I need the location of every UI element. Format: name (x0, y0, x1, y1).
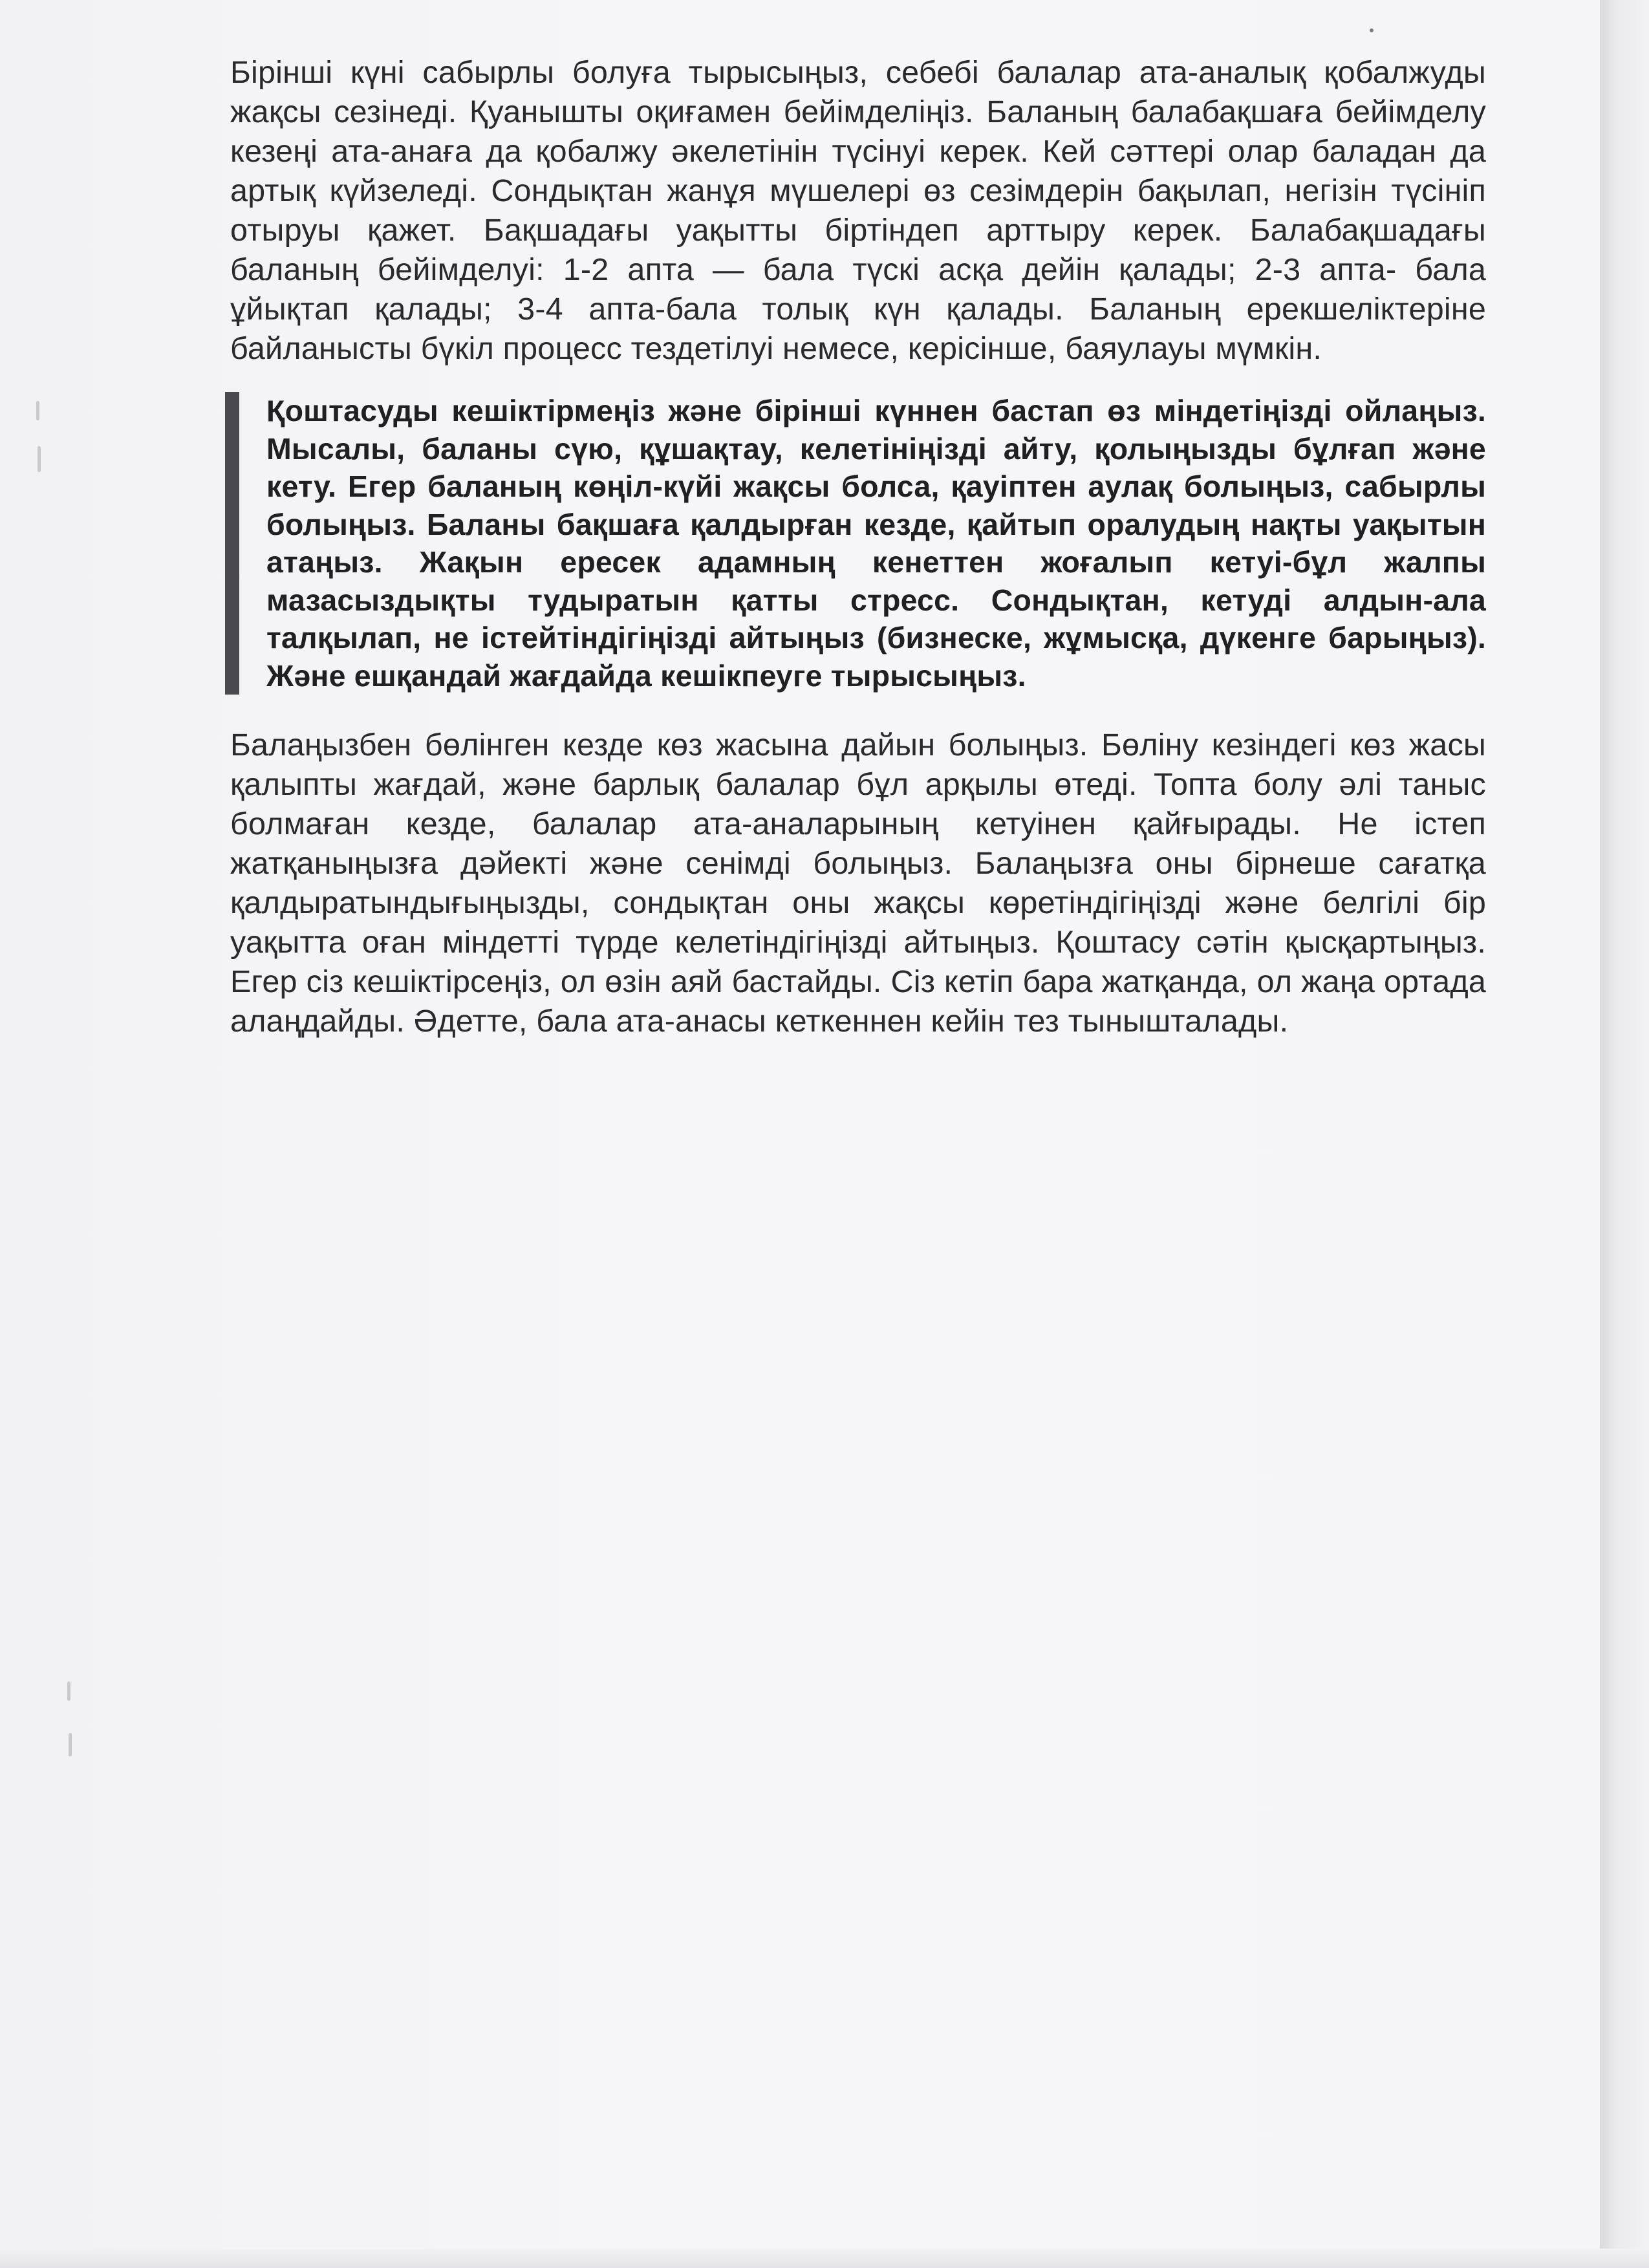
closing-paragraph: Балаңызбен бөлінген кезде көз жасына дайын болыңыз. Бөліну кезіндегі көз жасы қалыпты жағдай, және барлық балалар бұл арқылы өтеді. Топта болу әлі таныс болмаған кезде, балалар ата-аналарының кетуінен қайғырады. Не істеп жатқаныңызға дәйекті және сенімді болыңыз. Балаңызға оны бірнеше сағатқа қалдыратындығыңызды, сондықтан оны жақсы көретіндігіңізді және белгілі бір уақытта оған міндетті түрде келетіндігіңізді айтыңыз. Қоштасу сәтін қысқартыңыз. Егер сіз кешіктірсеңіз, ол өзін аяй бастайды. Сіз кетіп бара жатқанда, ол жаңа ортада алаңдайды. Әдетте, бала ата-анасы кеткеннен кейін тез тынышталады. (230, 728, 1486, 1039)
punch-mark (67, 1681, 70, 1701)
dust-speck (1370, 28, 1374, 32)
highlighted-callout (225, 392, 1486, 695)
callout-text: Қоштасуды кешіктірмеңіз және бірінші күннен бастап өз міндетіңізді ойлаңыз. Мысалы, баланы сүю, құшақтау, келетініңізді айту, қолыңызды бұлғап және кету. Егер баланың көңіл-күйі жақсы болса, қауіптен аулақ болыңыз, сабырлы болыңыз. Баланы бақшаға қалдырған кезде, қайтып оралудың нақты уақытын атаңыз. Жақын ересек адамның кенеттен жоғалып кетуі-бұл жалпы мазасыздықты тудыратын қатты стресс. Сондықтан, кетуді алдын-ала талқылап, не істейтіндігіңізді айтыңыз (бизнеске, жұмысқа, дүкенге барыңыз). Және ешқандай жағдайда кешікпеуге тырысыңыз. (266, 394, 1486, 693)
punch-mark (38, 446, 41, 472)
page-bottom-edge (0, 2249, 1649, 2268)
intro-paragraph: Бірінші күні сабырлы болуға тырысыңыз, себебі балалар ата-аналық қобалжуды жақсы сезінеді. Қуанышты оқиғамен бейімделіңіз. Баланың балабақшаға бейімделу кезеңі ата-анаға да қобалжу әкелетінін түсінуі керек. Кей сәттері олар баладан да артық күйзеледі. Сондықтан жанұя мүшелері өз сезімдерін бақылап, негізін түсініп отыруы қажет. Бақшадағы уақытты біртіндеп арттыру керек. Балабақшадағы баланың бейімделуі: 1-2 апта — бала түскі асқа дейін қалады; 2-3 апта- бала ұйықтап қалады; 3-4 апта-бала толық күн қалады. Баланың ерекшеліктеріне байланысты бүкіл процесс тездетілуі немесе, керісінше, баяулауы мүмкін. (230, 55, 1486, 366)
document-body (230, 53, 1486, 1041)
page-edge-shadow (1600, 0, 1649, 2268)
punch-mark (69, 1733, 72, 1756)
punch-mark (36, 401, 39, 420)
